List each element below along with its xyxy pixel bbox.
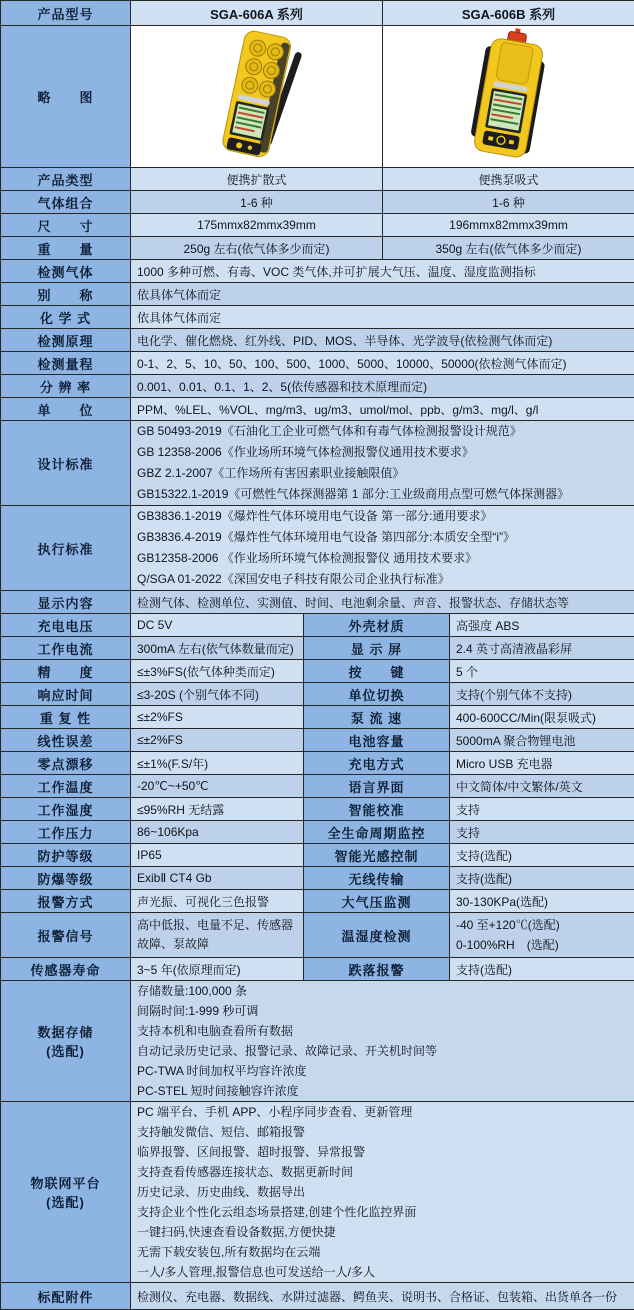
row-zero-drift bbox=[1, 752, 634, 775]
iot-platform-line: 一键扫码,快速查看设备数据,方便快捷 bbox=[137, 1222, 628, 1242]
value-temp-humidity-detect bbox=[450, 913, 634, 958]
data-storage-label-line: 数据存储 bbox=[3, 1022, 128, 1041]
row-accessories bbox=[1, 1283, 634, 1310]
value-response-time: ≤3-20S (个别气体不同) bbox=[131, 683, 304, 706]
label-product-type: 产品类型 bbox=[1, 168, 131, 191]
label-gas-combination: 气体组合 bbox=[1, 191, 131, 214]
value-product-type-b: 便携泵吸式 bbox=[383, 168, 634, 191]
value-gas-combination-a: 1-6 种 bbox=[131, 191, 383, 214]
label-pump-flow: 泵 流 速 bbox=[304, 706, 450, 729]
row-dimensions bbox=[1, 214, 634, 237]
label-response-time: 响应时间 bbox=[1, 683, 131, 706]
value-exec-standard bbox=[131, 506, 634, 591]
device-b-image bbox=[434, 28, 584, 162]
sketch-label: 略 图 bbox=[1, 26, 131, 168]
row-data-storage bbox=[1, 981, 634, 1102]
value-resolution: 0.001、0.01、0.1、1、2、5(依传感器和技术原理而定) bbox=[131, 375, 634, 398]
data-storage-line: 间隔时间:1-999 秒可调 bbox=[137, 1001, 628, 1021]
value-accuracy: ≤±3%FS(依气体种类而定) bbox=[131, 660, 304, 683]
value-alarm-mode: 声光振、可视化三色报警 bbox=[131, 890, 304, 913]
row-design-standard bbox=[1, 421, 634, 506]
label-barometric-monitor: 大气压监测 bbox=[304, 890, 450, 913]
row-alarm-signal bbox=[1, 913, 634, 958]
row-exec-standard bbox=[1, 506, 634, 591]
value-display-content: 检测气体、检测单位、实测值、时间、电池剩余量、声音、报警状态、存储状态等 bbox=[131, 591, 634, 614]
iot-platform-line: 临界报警、区间报警、超时报警、异常报警 bbox=[137, 1142, 628, 1162]
design-standard-line: GBZ 2.1-2007《工作场所有害因素职业接触限值》 bbox=[137, 463, 628, 484]
label-detect-principle: 检测原理 bbox=[1, 329, 131, 352]
row-units bbox=[1, 398, 634, 421]
value-working-pressure: 86~106Kpa bbox=[131, 821, 304, 844]
iot-platform-line: 一人/多人管理,报警信息也可发送给一人/多人 bbox=[137, 1262, 628, 1282]
label-chemical-formula: 化 学 式 bbox=[1, 306, 131, 329]
exec-standard-line: Q/SGA 01-2022《深国安电子科技有限公司企业执行标准》 bbox=[137, 569, 628, 590]
device-b-image-cell bbox=[383, 26, 634, 168]
label-accessories: 标配附件 bbox=[1, 1283, 131, 1310]
label-iot-platform bbox=[1, 1102, 131, 1283]
value-drop-alarm: 支持(选配) bbox=[450, 958, 634, 981]
value-battery-capacity: 5000mA 聚合物锂电池 bbox=[450, 729, 634, 752]
value-protection-grade: IP65 bbox=[131, 844, 304, 867]
data-storage-line: 支持本机和电脑查看所有数据 bbox=[137, 1021, 628, 1041]
exec-standard-line: GB12358-2006 《作业场所环境气体检测报警仪 通用技术要求》 bbox=[137, 548, 628, 569]
value-wireless-transmission: 支持(选配) bbox=[450, 867, 634, 890]
label-alias: 别 称 bbox=[1, 283, 131, 306]
row-working-temperature bbox=[1, 775, 634, 798]
spec-table-quad bbox=[0, 613, 634, 981]
spec-table-top bbox=[0, 0, 634, 260]
row-alarm-mode bbox=[1, 890, 634, 913]
row-working-pressure bbox=[1, 821, 634, 844]
value-data-storage bbox=[131, 981, 634, 1102]
value-light-sense-control: 支持(选配) bbox=[450, 844, 634, 867]
label-battery-capacity: 电池容量 bbox=[304, 729, 450, 752]
label-temp-humidity-detect: 温湿度检测 bbox=[304, 913, 450, 958]
label-lifecycle-monitor: 全生命周期监控 bbox=[304, 821, 450, 844]
label-alarm-signal: 报警信号 bbox=[1, 913, 131, 958]
design-standard-line: GB 50493-2019《石油化工企业可燃气体和有毒气体检测报警设计规范》 bbox=[137, 421, 628, 442]
value-charge-voltage: DC 5V bbox=[131, 614, 304, 637]
value-detect-principle: 电化学、催化燃烧、红外线、PID、MOS、半导体、光学波导(依检测气体而定) bbox=[131, 329, 634, 352]
row-weight bbox=[1, 237, 634, 260]
device-a-image bbox=[182, 28, 332, 162]
value-gas-combination-b: 1-6 种 bbox=[383, 191, 634, 214]
label-buttons: 按 键 bbox=[304, 660, 450, 683]
value-working-temperature: -20℃~+50℃ bbox=[131, 775, 304, 798]
data-storage-line: PC-TWA 时间加权平均容许浓度 bbox=[137, 1061, 628, 1081]
label-smart-calibration: 智能校准 bbox=[304, 798, 450, 821]
value-zero-drift: ≤±1%(F.S/年) bbox=[131, 752, 304, 775]
value-barometric-monitor: 30-130KPa(选配) bbox=[450, 890, 634, 913]
iot-platform-line: 支持企业个性化云组态场景搭建,创建个性化监控界面 bbox=[137, 1202, 628, 1222]
iot-platform-label-line: 物联网平台 bbox=[3, 1173, 128, 1192]
value-weight-b: 350g 左右(依气体多少而定) bbox=[383, 237, 634, 260]
value-detect-gas: 1000 多种可燃、有毒、VOC 类气体,并可扩展大气压、温度、湿度监测指标 bbox=[131, 260, 634, 283]
label-working-pressure: 工作压力 bbox=[1, 821, 131, 844]
iot-platform-label-line: (选配) bbox=[3, 1192, 128, 1211]
label-linearity-error: 线性误差 bbox=[1, 729, 131, 752]
label-working-current: 工作电流 bbox=[1, 637, 131, 660]
header-row bbox=[1, 1, 634, 26]
label-language: 语言界面 bbox=[304, 775, 450, 798]
label-accuracy: 精 度 bbox=[1, 660, 131, 683]
value-buttons: 5 个 bbox=[450, 660, 634, 683]
row-response-time bbox=[1, 683, 634, 706]
label-exec-standard: 执行标准 bbox=[1, 506, 131, 591]
label-sensor-life: 传感器寿命 bbox=[1, 958, 131, 981]
iot-platform-line: 支持触发微信、短信、邮箱报警 bbox=[137, 1122, 628, 1142]
label-light-sense-control: 智能光感控制 bbox=[304, 844, 450, 867]
exec-standard-line: GB3836.4-2019《爆炸性气体环境用电气设备 第四部分:本质安全型“i”》 bbox=[137, 527, 628, 548]
label-wireless-transmission: 无线传输 bbox=[304, 867, 450, 890]
label-resolution: 分 辨 率 bbox=[1, 375, 131, 398]
header-label-product-model: 产品型号 bbox=[1, 1, 131, 26]
value-weight-a: 250g 左右(依气体多少而定) bbox=[131, 237, 383, 260]
design-standard-line: GB 12358-2006《作业场所环境气体检测报警仪通用技术要求》 bbox=[137, 442, 628, 463]
value-alarm-signal: 高中低报、电量不足、传感器故障、泵故障 bbox=[131, 913, 304, 958]
value-explosion-proof-grade: ExibⅡ CT4 Gb bbox=[131, 867, 304, 890]
label-display-screen: 显 示 屏 bbox=[304, 637, 450, 660]
value-pump-flow: 400-600CC/Min(限泵吸式) bbox=[450, 706, 634, 729]
row-explosion-proof-grade bbox=[1, 867, 634, 890]
row-resolution bbox=[1, 375, 634, 398]
row-detect-principle bbox=[1, 329, 634, 352]
sketch-row bbox=[1, 26, 634, 168]
label-drop-alarm: 跌落报警 bbox=[304, 958, 450, 981]
label-working-humidity: 工作湿度 bbox=[1, 798, 131, 821]
value-linearity-error: ≤±2%FS bbox=[131, 729, 304, 752]
row-display-content bbox=[1, 591, 634, 614]
temp-humidity-line: -40 至+120℃(选配) bbox=[456, 915, 628, 935]
device-a-image-cell bbox=[131, 26, 383, 168]
row-working-current bbox=[1, 637, 634, 660]
row-gas-combination bbox=[1, 191, 634, 214]
label-detect-gas: 检测气体 bbox=[1, 260, 131, 283]
value-dimensions-a: 175mmx82mmx39mm bbox=[131, 214, 383, 237]
label-dimensions: 尺 寸 bbox=[1, 214, 131, 237]
label-display-content: 显示内容 bbox=[1, 591, 131, 614]
spec-table-bottom bbox=[0, 980, 634, 1310]
value-iot-platform bbox=[131, 1102, 634, 1283]
value-detect-range: 0-1、2、5、10、50、100、500、1000、5000、10000、50000(依检测气体而定) bbox=[131, 352, 634, 375]
header-series-b: SGA-606B 系列 bbox=[383, 1, 634, 26]
data-storage-line: PC-STEL 短时间接触容许浓度 bbox=[137, 1081, 628, 1101]
iot-platform-line: 历史记录、历史曲线、数据导出 bbox=[137, 1182, 628, 1202]
row-linearity-error bbox=[1, 729, 634, 752]
label-charge-method: 充电方式 bbox=[304, 752, 450, 775]
label-shell-material: 外壳材质 bbox=[304, 614, 450, 637]
value-product-type-a: 便携扩散式 bbox=[131, 168, 383, 191]
label-weight: 重 量 bbox=[1, 237, 131, 260]
value-display-screen: 2.4 英寸高清液晶彩屏 bbox=[450, 637, 634, 660]
label-data-storage bbox=[1, 981, 131, 1102]
iot-platform-line: PC 端平台、手机 APP、小程序同步查看、更新管理 bbox=[137, 1102, 628, 1122]
value-chemical-formula: 依具体气体而定 bbox=[131, 306, 634, 329]
data-storage-line: 存储数量:100,000 条 bbox=[137, 981, 628, 1001]
value-unit-switch: 支持(个别气体不支持) bbox=[450, 683, 634, 706]
row-iot-platform bbox=[1, 1102, 634, 1283]
label-working-temperature: 工作温度 bbox=[1, 775, 131, 798]
label-zero-drift: 零点漂移 bbox=[1, 752, 131, 775]
value-units: PPM、%LEL、%VOL、mg/m3、ug/m3、umol/mol、ppb、g/m3、mg/l、g/l bbox=[131, 398, 634, 421]
label-alarm-mode: 报警方式 bbox=[1, 890, 131, 913]
value-smart-calibration: 支持 bbox=[450, 798, 634, 821]
row-sensor-life bbox=[1, 958, 634, 981]
design-standard-line: GB15322.1-2019《可燃性气体探测器第 1 部分:工业级商用点型可燃气体探测器》 bbox=[137, 484, 628, 505]
data-storage-line: 自动记录历史记录、报警记录、故障记录、开关机时间等 bbox=[137, 1041, 628, 1061]
label-explosion-proof-grade: 防爆等级 bbox=[1, 867, 131, 890]
value-sensor-life: 3~5 年(依原理而定) bbox=[131, 958, 304, 981]
label-repeatability: 重 复 性 bbox=[1, 706, 131, 729]
spec-table-span bbox=[0, 259, 634, 614]
label-detect-range: 检测量程 bbox=[1, 352, 131, 375]
row-chemical-formula bbox=[1, 306, 634, 329]
exec-standard-line: GB3836.1-2019《爆炸性气体环境用电气设备 第一部分:通用要求》 bbox=[137, 506, 628, 527]
value-accessories: 检测仪、充电器、数据线、水阱过滤器、鳄鱼夹、说明书、合格证、包装箱、出货单各一份 bbox=[131, 1283, 634, 1310]
value-working-current: 300mA 左右(依气体数量而定) bbox=[131, 637, 304, 660]
value-alias: 依具体气体而定 bbox=[131, 283, 634, 306]
temp-humidity-line: 0-100%RH (选配) bbox=[456, 935, 628, 955]
label-unit-switch: 单位切换 bbox=[304, 683, 450, 706]
value-lifecycle-monitor: 支持 bbox=[450, 821, 634, 844]
data-storage-label-line: (选配) bbox=[3, 1041, 128, 1060]
value-language: 中文简体/中文繁体/英文 bbox=[450, 775, 634, 798]
value-charge-method: Micro USB 充电器 bbox=[450, 752, 634, 775]
label-charge-voltage: 充电电压 bbox=[1, 614, 131, 637]
value-dimensions-b: 196mmx82mmx39mm bbox=[383, 214, 634, 237]
value-repeatability: ≤±2%FS bbox=[131, 706, 304, 729]
value-design-standard bbox=[131, 421, 634, 506]
row-working-humidity bbox=[1, 798, 634, 821]
label-protection-grade: 防护等级 bbox=[1, 844, 131, 867]
header-series-a: SGA-606A 系列 bbox=[131, 1, 383, 26]
row-repeatability bbox=[1, 706, 634, 729]
value-shell-material: 高强度 ABS bbox=[450, 614, 634, 637]
row-accuracy bbox=[1, 660, 634, 683]
row-charge-voltage bbox=[1, 614, 634, 637]
iot-platform-line: 支持查看传感器连接状态、数据更新时间 bbox=[137, 1162, 628, 1182]
label-units: 单 位 bbox=[1, 398, 131, 421]
row-alias bbox=[1, 283, 634, 306]
row-detect-range bbox=[1, 352, 634, 375]
row-detect-gas bbox=[1, 260, 634, 283]
row-protection-grade bbox=[1, 844, 634, 867]
iot-platform-line: 无需下载安装包,所有数据均在云端 bbox=[137, 1242, 628, 1262]
row-product-type bbox=[1, 168, 634, 191]
value-working-humidity: ≤95%RH 无结露 bbox=[131, 798, 304, 821]
label-design-standard: 设计标准 bbox=[1, 421, 131, 506]
